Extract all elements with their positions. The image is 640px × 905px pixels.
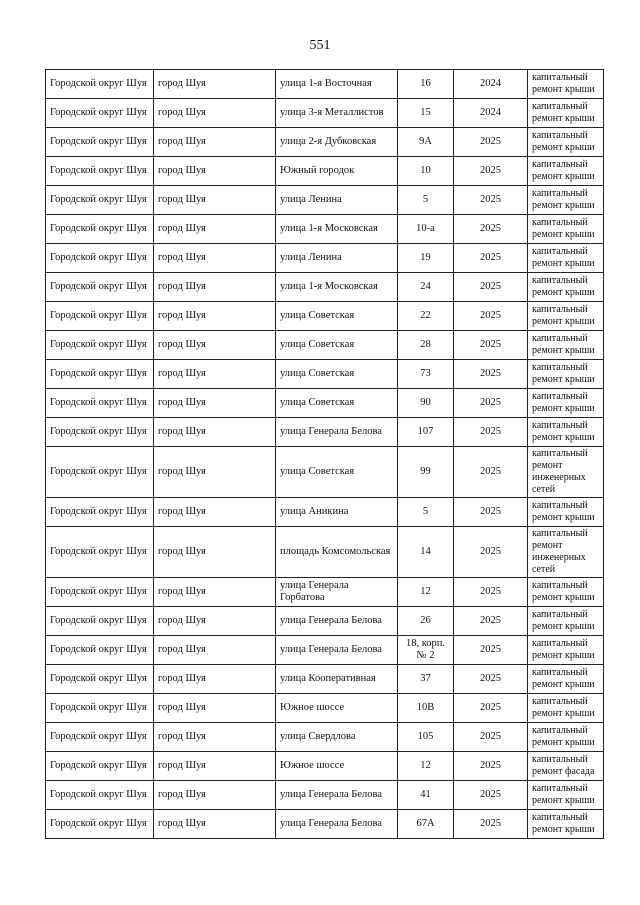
house-number-cell: 9А bbox=[398, 128, 454, 157]
work-type-cell: капитальный ремонт крыши bbox=[528, 244, 604, 273]
house-number-cell: 22 bbox=[398, 302, 454, 331]
house-number-cell: 105 bbox=[398, 723, 454, 752]
year-cell: 2025 bbox=[454, 527, 528, 578]
house-number-cell: 26 bbox=[398, 607, 454, 636]
work-type-cell: капитальный ремонт крыши bbox=[528, 360, 604, 389]
house-number-cell: 107 bbox=[398, 418, 454, 447]
year-cell: 2025 bbox=[454, 810, 528, 839]
city-cell: город Шуя bbox=[154, 215, 276, 244]
municipality-cell: Городской округ Шуя bbox=[46, 157, 154, 186]
table-row bbox=[46, 578, 604, 607]
municipality-cell: Городской округ Шуя bbox=[46, 498, 154, 527]
municipality-cell: Городской округ Шуя bbox=[46, 128, 154, 157]
table-row bbox=[46, 70, 604, 99]
street-cell: Южный городок bbox=[276, 157, 398, 186]
year-cell: 2025 bbox=[454, 578, 528, 607]
municipality-cell: Городской округ Шуя bbox=[46, 665, 154, 694]
table-row bbox=[46, 302, 604, 331]
city-cell: город Шуя bbox=[154, 360, 276, 389]
work-type-cell: капитальный ремонт крыши bbox=[528, 128, 604, 157]
year-cell: 2025 bbox=[454, 215, 528, 244]
page-number: 551 bbox=[309, 38, 331, 53]
municipality-cell: Городской округ Шуя bbox=[46, 389, 154, 418]
table-row bbox=[46, 360, 604, 389]
municipality-cell: Городской округ Шуя bbox=[46, 607, 154, 636]
year-cell: 2025 bbox=[454, 128, 528, 157]
table-row bbox=[46, 636, 604, 665]
house-number-cell: 18, корп. № 2 bbox=[398, 636, 454, 665]
house-number-cell: 14 bbox=[398, 527, 454, 578]
municipality-cell: Городской округ Шуя bbox=[46, 215, 154, 244]
table-row bbox=[46, 607, 604, 636]
street-cell: улица Генерала Белова bbox=[276, 636, 398, 665]
year-cell: 2025 bbox=[454, 498, 528, 527]
municipality-cell: Городской округ Шуя bbox=[46, 636, 154, 665]
table-body bbox=[46, 70, 604, 839]
year-cell: 2024 bbox=[454, 70, 528, 99]
street-cell: улица 1-я Московская bbox=[276, 215, 398, 244]
street-cell: улица Генерала Белова bbox=[276, 781, 398, 810]
work-type-cell: капитальный ремонт крыши bbox=[528, 578, 604, 607]
municipality-cell: Городской округ Шуя bbox=[46, 99, 154, 128]
table-row bbox=[46, 99, 604, 128]
street-cell: улица Кооперативная bbox=[276, 665, 398, 694]
work-type-cell: капитальный ремонт крыши bbox=[528, 810, 604, 839]
table-row bbox=[46, 723, 604, 752]
work-type-cell: капитальный ремонт крыши bbox=[528, 694, 604, 723]
street-cell: улица Генерала Белова bbox=[276, 810, 398, 839]
city-cell: город Шуя bbox=[154, 752, 276, 781]
city-cell: город Шуя bbox=[154, 99, 276, 128]
city-cell: город Шуя bbox=[154, 636, 276, 665]
table-row bbox=[46, 157, 604, 186]
table-row bbox=[46, 665, 604, 694]
city-cell: город Шуя bbox=[154, 186, 276, 215]
street-cell: улица Генерала Горбатова bbox=[276, 578, 398, 607]
street-cell: улица Советская bbox=[276, 360, 398, 389]
house-number-cell: 12 bbox=[398, 578, 454, 607]
city-cell: город Шуя bbox=[154, 418, 276, 447]
street-cell: Южное шоссе bbox=[276, 752, 398, 781]
municipality-cell: Городской округ Шуя bbox=[46, 578, 154, 607]
work-type-cell: капитальный ремонт крыши bbox=[528, 723, 604, 752]
table-row bbox=[46, 694, 604, 723]
city-cell: город Шуя bbox=[154, 781, 276, 810]
house-number-cell: 15 bbox=[398, 99, 454, 128]
municipality-cell: Городской округ Шуя bbox=[46, 447, 154, 498]
year-cell: 2024 bbox=[454, 99, 528, 128]
table-row bbox=[46, 810, 604, 839]
house-number-cell: 5 bbox=[398, 186, 454, 215]
municipality-cell: Городской округ Шуя bbox=[46, 694, 154, 723]
municipality-cell: Городской округ Шуя bbox=[46, 186, 154, 215]
year-cell: 2025 bbox=[454, 607, 528, 636]
year-cell: 2025 bbox=[454, 447, 528, 498]
street-cell: улица Свердлова bbox=[276, 723, 398, 752]
street-cell: улица 1-я Восточная bbox=[276, 70, 398, 99]
house-number-cell: 10В bbox=[398, 694, 454, 723]
street-cell: Южное шоссе bbox=[276, 694, 398, 723]
street-cell: улица Ленина bbox=[276, 244, 398, 273]
house-number-cell: 37 bbox=[398, 665, 454, 694]
city-cell: город Шуя bbox=[154, 70, 276, 99]
street-cell: улица Советская bbox=[276, 302, 398, 331]
work-type-cell: капитальный ремонт крыши bbox=[528, 70, 604, 99]
municipality-cell: Городской округ Шуя bbox=[46, 752, 154, 781]
year-cell: 2025 bbox=[454, 636, 528, 665]
year-cell: 2025 bbox=[454, 302, 528, 331]
street-cell: улица 2-я Дубковская bbox=[276, 128, 398, 157]
table-row bbox=[46, 447, 604, 498]
house-number-cell: 19 bbox=[398, 244, 454, 273]
house-number-cell: 10 bbox=[398, 157, 454, 186]
street-cell: улица Советская bbox=[276, 389, 398, 418]
table-row bbox=[46, 418, 604, 447]
year-cell: 2025 bbox=[454, 389, 528, 418]
house-number-cell: 16 bbox=[398, 70, 454, 99]
house-number-cell: 5 bbox=[398, 498, 454, 527]
work-type-cell: капитальный ремонт крыши bbox=[528, 498, 604, 527]
house-number-cell: 12 bbox=[398, 752, 454, 781]
city-cell: город Шуя bbox=[154, 723, 276, 752]
house-number-cell: 24 bbox=[398, 273, 454, 302]
work-type-cell: капитальный ремонт крыши bbox=[528, 99, 604, 128]
municipality-cell: Городской округ Шуя bbox=[46, 527, 154, 578]
year-cell: 2025 bbox=[454, 244, 528, 273]
street-cell: улица Генерала Белова bbox=[276, 607, 398, 636]
municipality-cell: Городской округ Шуя bbox=[46, 810, 154, 839]
work-type-cell: капитальный ремонт крыши bbox=[528, 331, 604, 360]
municipality-cell: Городской округ Шуя bbox=[46, 331, 154, 360]
table-row bbox=[46, 389, 604, 418]
municipality-cell: Городской округ Шуя bbox=[46, 360, 154, 389]
work-type-cell: капитальный ремонт крыши bbox=[528, 302, 604, 331]
street-cell: площадь Комсомольская bbox=[276, 527, 398, 578]
city-cell: город Шуя bbox=[154, 810, 276, 839]
table-row bbox=[46, 215, 604, 244]
municipality-cell: Городской округ Шуя bbox=[46, 302, 154, 331]
house-number-cell: 73 bbox=[398, 360, 454, 389]
year-cell: 2025 bbox=[454, 694, 528, 723]
city-cell: город Шуя bbox=[154, 273, 276, 302]
city-cell: город Шуя bbox=[154, 302, 276, 331]
city-cell: город Шуя bbox=[154, 527, 276, 578]
work-type-cell: капитальный ремонт инженерных сетей bbox=[528, 447, 604, 498]
work-type-cell: капитальный ремонт крыши bbox=[528, 607, 604, 636]
street-cell: улица Аникина bbox=[276, 498, 398, 527]
repair-schedule-table bbox=[45, 69, 604, 839]
city-cell: город Шуя bbox=[154, 578, 276, 607]
municipality-cell: Городской округ Шуя bbox=[46, 273, 154, 302]
work-type-cell: капитальный ремонт крыши bbox=[528, 389, 604, 418]
work-type-cell: капитальный ремонт крыши bbox=[528, 781, 604, 810]
city-cell: город Шуя bbox=[154, 694, 276, 723]
street-cell: улица Советская bbox=[276, 331, 398, 360]
work-type-cell: капитальный ремонт фасада bbox=[528, 752, 604, 781]
municipality-cell: Городской округ Шуя bbox=[46, 244, 154, 273]
work-type-cell: капитальный ремонт крыши bbox=[528, 418, 604, 447]
year-cell: 2025 bbox=[454, 752, 528, 781]
table-row bbox=[46, 752, 604, 781]
table-row bbox=[46, 527, 604, 578]
year-cell: 2025 bbox=[454, 186, 528, 215]
year-cell: 2025 bbox=[454, 723, 528, 752]
table-row bbox=[46, 781, 604, 810]
municipality-cell: Городской округ Шуя bbox=[46, 781, 154, 810]
city-cell: город Шуя bbox=[154, 665, 276, 694]
municipality-cell: Городской округ Шуя bbox=[46, 70, 154, 99]
table-row bbox=[46, 244, 604, 273]
table-row bbox=[46, 331, 604, 360]
house-number-cell: 28 bbox=[398, 331, 454, 360]
city-cell: город Шуя bbox=[154, 157, 276, 186]
work-type-cell: капитальный ремонт крыши bbox=[528, 215, 604, 244]
house-number-cell: 10-а bbox=[398, 215, 454, 244]
house-number-cell: 41 bbox=[398, 781, 454, 810]
street-cell: улица Генерала Белова bbox=[276, 418, 398, 447]
street-cell: улица Ленина bbox=[276, 186, 398, 215]
municipality-cell: Городской округ Шуя bbox=[46, 723, 154, 752]
year-cell: 2025 bbox=[454, 360, 528, 389]
house-number-cell: 67А bbox=[398, 810, 454, 839]
street-cell: улица 3-я Металлистов bbox=[276, 99, 398, 128]
year-cell: 2025 bbox=[454, 157, 528, 186]
house-number-cell: 99 bbox=[398, 447, 454, 498]
table-row bbox=[46, 186, 604, 215]
house-number-cell: 90 bbox=[398, 389, 454, 418]
street-cell: улица Советская bbox=[276, 447, 398, 498]
work-type-cell: капитальный ремонт крыши bbox=[528, 186, 604, 215]
work-type-cell: капитальный ремонт крыши bbox=[528, 273, 604, 302]
year-cell: 2025 bbox=[454, 665, 528, 694]
city-cell: город Шуя bbox=[154, 447, 276, 498]
city-cell: город Шуя bbox=[154, 607, 276, 636]
street-cell: улица 1-я Московская bbox=[276, 273, 398, 302]
table-row bbox=[46, 498, 604, 527]
city-cell: город Шуя bbox=[154, 389, 276, 418]
city-cell: город Шуя bbox=[154, 128, 276, 157]
city-cell: город Шуя bbox=[154, 331, 276, 360]
work-type-cell: капитальный ремонт инженерных сетей bbox=[528, 527, 604, 578]
table-row bbox=[46, 128, 604, 157]
municipality-cell: Городской округ Шуя bbox=[46, 418, 154, 447]
city-cell: город Шуя bbox=[154, 498, 276, 527]
city-cell: город Шуя bbox=[154, 244, 276, 273]
table-row bbox=[46, 273, 604, 302]
year-cell: 2025 bbox=[454, 273, 528, 302]
work-type-cell: капитальный ремонт крыши bbox=[528, 157, 604, 186]
year-cell: 2025 bbox=[454, 331, 528, 360]
year-cell: 2025 bbox=[454, 781, 528, 810]
work-type-cell: капитальный ремонт крыши bbox=[528, 665, 604, 694]
year-cell: 2025 bbox=[454, 418, 528, 447]
work-type-cell: капитальный ремонт крыши bbox=[528, 636, 604, 665]
